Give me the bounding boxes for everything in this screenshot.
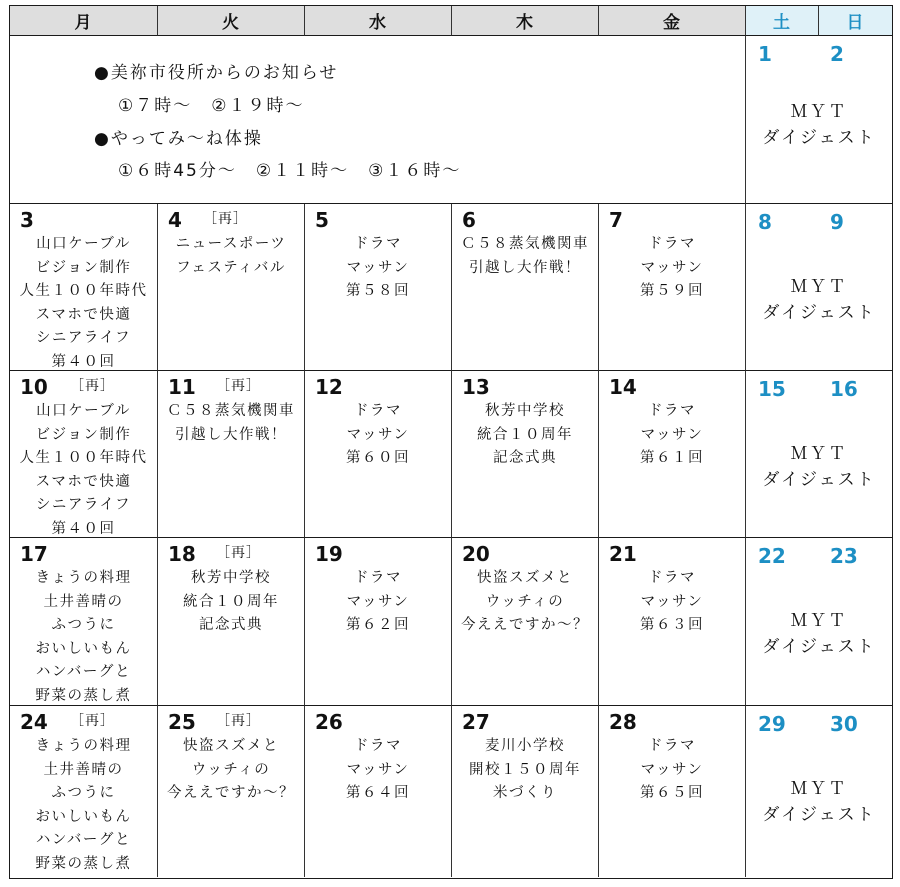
program-description: [10, 400, 157, 541]
program-line: Ｃ５８蒸気機関車: [167, 403, 295, 419]
program-line: ドラマ: [648, 403, 696, 419]
date-number: 17: [20, 542, 48, 566]
program-line: スマホで快適: [35, 473, 132, 490]
program-line: 山口ケーブル: [36, 236, 131, 252]
program-line: マッサン: [640, 593, 704, 610]
rerun-badge: ［再］: [216, 713, 261, 729]
program-line: 土井善晴の: [43, 593, 124, 610]
program-line: 第６０回: [346, 450, 410, 466]
program-description: [158, 233, 304, 280]
date-number: 20: [462, 542, 490, 566]
program-line: 統合１０周年: [183, 593, 279, 610]
program-line: ふつうに: [51, 617, 116, 633]
date-number: 10: [20, 375, 48, 399]
program-line: 麦川小学校: [485, 738, 565, 754]
program-line: ドラマ: [354, 236, 402, 252]
program-line: 土井善晴の: [43, 761, 124, 778]
program-calendar: [9, 5, 893, 879]
day-cell-fri: [599, 538, 746, 706]
program-line: 人生１００年時代: [19, 283, 148, 299]
program-line: 第６４回: [346, 785, 410, 801]
program-line: おいしいもん: [35, 640, 132, 657]
weekend-program-title: ＭＹＴ: [790, 277, 848, 297]
weekend-program-subtitle: ダイジェスト: [762, 637, 876, 657]
program-line: 秋芳中学校: [191, 570, 271, 586]
program-line: 野菜の蒸し煮: [35, 687, 132, 704]
day-cell-mon: [10, 706, 158, 877]
rerun-badge: ［再］: [216, 378, 261, 394]
program-line: 統合１０周年: [477, 426, 573, 443]
program-line: 快盗スズメと: [477, 570, 573, 586]
saturday-date: 22: [758, 544, 786, 568]
day-cell-tue: [158, 538, 305, 706]
program-line: マッサン: [640, 761, 704, 778]
program-line: 第６１回: [640, 450, 704, 466]
weekend-cell: [746, 706, 892, 877]
program-line: おいしいもん: [35, 808, 132, 825]
saturday-date: 1: [758, 42, 772, 66]
program-description: [305, 400, 451, 471]
saturday-date: 15: [758, 377, 786, 401]
program-line: Ｃ５８蒸気機関車: [461, 236, 589, 252]
day-cell-thu: [452, 706, 599, 877]
weekend-program-title: ＭＹＴ: [790, 444, 848, 464]
program-line: ドラマ: [648, 570, 696, 586]
day-cell-mon: [10, 538, 158, 706]
program-description: [305, 567, 451, 638]
weekend-program-title: ＭＹＴ: [790, 102, 848, 122]
sunday-date: 30: [830, 712, 858, 736]
program-line: 第５８回: [346, 283, 410, 299]
program-description: [10, 735, 157, 876]
program-line: 第５９回: [640, 283, 704, 299]
program-line: ドラマ: [354, 570, 402, 586]
day-cell-fri: [599, 204, 746, 371]
weekend-program-subtitle: ダイジェスト: [762, 128, 876, 148]
date-number: 7: [609, 208, 623, 232]
day-cell-fri: [599, 371, 746, 538]
program-line: ドラマ: [648, 236, 696, 252]
program-description: [599, 567, 745, 638]
program-description: [599, 735, 745, 806]
rerun-badge: ［再］: [203, 211, 248, 227]
program-line: ふつうに: [51, 785, 116, 801]
weekend-program-title: ＭＹＴ: [790, 611, 848, 631]
program-description: [158, 735, 304, 806]
program-line: 第６５回: [640, 785, 704, 801]
program-line: 引越し大作戦！: [175, 426, 287, 443]
program-description: [158, 400, 304, 447]
rerun-badge: ［再］: [216, 545, 261, 561]
program-line: ハンバーグと: [35, 664, 132, 680]
date-number: 6: [462, 208, 476, 232]
program-line: きょうの料理: [35, 570, 132, 586]
program-line: 快盗スズメと: [183, 738, 279, 754]
program-line: 記念式典: [493, 450, 557, 466]
program-line: スマホで快適: [35, 306, 132, 323]
program-line: マッサン: [640, 259, 704, 276]
program-line: マッサン: [346, 593, 410, 610]
date-number: 5: [315, 208, 329, 232]
weekday-header-sat: 土: [746, 6, 819, 36]
sunday-date: 9: [830, 210, 844, 234]
program-line: ウッチィの: [485, 593, 565, 610]
weekend-program-subtitle: ダイジェスト: [762, 303, 876, 323]
program-line: 第４０回: [51, 520, 116, 537]
program-description: [305, 233, 451, 304]
program-line: 記念式典: [199, 617, 263, 633]
program-line: ビジョン制作: [35, 426, 132, 443]
weekday-header-thu: 木: [452, 6, 599, 36]
program-line: ドラマ: [354, 738, 402, 754]
program-line: フェスティバル: [176, 259, 286, 276]
notice-exercise: ●やってみ～ね体操: [94, 129, 263, 149]
date-number: 19: [315, 542, 343, 566]
weekend-cell: [746, 36, 892, 204]
program-description: [10, 233, 157, 374]
weekend-cell: [746, 204, 892, 371]
weekend-program-title: ＭＹＴ: [790, 779, 848, 799]
program-line: 第６３回: [640, 617, 704, 633]
program-description: [452, 233, 598, 280]
weekday-header-wed: 水: [305, 6, 452, 36]
program-line: ハンバーグと: [35, 832, 132, 848]
day-cell-tue: [158, 371, 305, 538]
program-description: [158, 567, 304, 638]
program-line: 米づくり: [493, 785, 557, 801]
day-cell-tue: [158, 204, 305, 371]
program-line: ニュースポーツ: [175, 236, 287, 252]
day-cell-wed: [305, 371, 452, 538]
date-number: 11: [168, 375, 196, 399]
program-description: [305, 735, 451, 806]
day-cell-mon: [10, 371, 158, 538]
program-line: 人生１００年時代: [19, 450, 148, 466]
program-description: [452, 400, 598, 471]
day-cell-thu: [452, 204, 599, 371]
program-line: 引越し大作戦！: [469, 259, 581, 276]
weekday-header-mon: 月: [10, 6, 158, 36]
weekend-program-subtitle: ダイジェスト: [762, 470, 876, 490]
notice-city-hall: ●美祢市役所からのお知らせ: [94, 63, 339, 83]
program-line: 秋芳中学校: [485, 403, 565, 419]
program-line: 第４０回: [51, 353, 116, 370]
program-line: マッサン: [346, 426, 410, 443]
date-number: 27: [462, 710, 490, 734]
program-line: ドラマ: [354, 403, 402, 419]
date-number: 4: [168, 208, 182, 232]
day-cell-tue: [158, 706, 305, 877]
program-line: 今ええですか～？: [167, 785, 295, 801]
date-number: 26: [315, 710, 343, 734]
day-cell-wed: [305, 204, 452, 371]
program-line: マッサン: [640, 426, 704, 443]
program-description: [599, 233, 745, 304]
rerun-badge: ［再］: [70, 378, 115, 394]
weekday-header-fri: 金: [599, 6, 746, 36]
sunday-date: 2: [830, 42, 844, 66]
program-line: 今ええですか～？: [461, 617, 589, 633]
weekend-program-subtitle: ダイジェスト: [762, 805, 876, 825]
date-number: 25: [168, 710, 196, 734]
weekend-cell: [746, 538, 892, 706]
program-description: [452, 735, 598, 806]
saturday-date: 8: [758, 210, 772, 234]
program-line: シニアライフ: [35, 497, 132, 513]
program-line: マッサン: [346, 259, 410, 276]
rerun-badge: ［再］: [70, 713, 115, 729]
program-line: ビジョン制作: [35, 259, 132, 276]
day-cell-wed: [305, 538, 452, 706]
program-line: シニアライフ: [35, 330, 132, 346]
date-number: 28: [609, 710, 637, 734]
program-line: マッサン: [346, 761, 410, 778]
notice-city-hall-times: ①７時～ ②１９時～: [118, 96, 305, 116]
program-line: 野菜の蒸し煮: [35, 855, 132, 872]
day-cell-thu: [452, 538, 599, 706]
day-cell-mon: [10, 204, 158, 371]
program-description: [599, 400, 745, 471]
sunday-date: 16: [830, 377, 858, 401]
program-line: きょうの料理: [35, 738, 132, 754]
program-line: 山口ケーブル: [36, 403, 131, 419]
date-number: 14: [609, 375, 637, 399]
day-cell-wed: [305, 706, 452, 877]
notice-exercise-times: ①６時45分～ ②１１時～ ③１６時～: [118, 161, 462, 181]
program-line: ウッチィの: [191, 761, 271, 778]
city-notice-box: [10, 36, 746, 204]
date-number: 24: [20, 710, 48, 734]
weekday-header-tue: 火: [158, 6, 305, 36]
date-number: 21: [609, 542, 637, 566]
program-description: [452, 567, 598, 638]
weekday-header-sun: 日: [819, 6, 892, 36]
sunday-date: 23: [830, 544, 858, 568]
program-description: [10, 567, 157, 708]
program-line: ドラマ: [648, 738, 696, 754]
date-number: 3: [20, 208, 34, 232]
weekend-cell: [746, 371, 892, 538]
date-number: 12: [315, 375, 343, 399]
program-line: 開校１５０周年: [469, 761, 581, 778]
day-cell-fri: [599, 706, 746, 877]
day-cell-thu: [452, 371, 599, 538]
saturday-date: 29: [758, 712, 786, 736]
program-line: 第６２回: [346, 617, 410, 633]
date-number: 13: [462, 375, 490, 399]
date-number: 18: [168, 542, 196, 566]
